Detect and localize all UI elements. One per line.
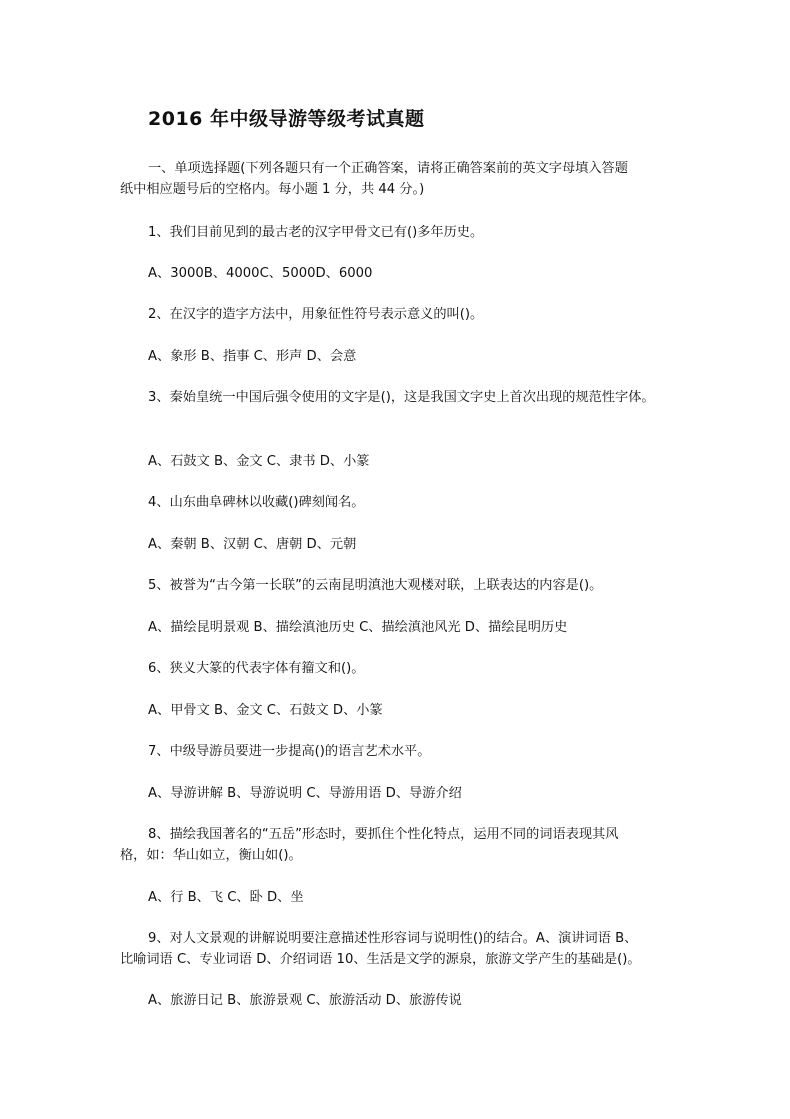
question-7: 7、中级导游员要进一步提高()的语言艺术水平。 (148, 744, 431, 759)
question-4-options: A、秦朝 B、汉朝 C、唐朝 D、元朝 (148, 537, 357, 552)
question-2-options: A、象形 B、指事 C、形声 D、会意 (148, 349, 357, 364)
question-8-line-1: 8、描绘我国著名的“五岳”形态时，要抓住个性化特点，运用不同的词语表现其风 (148, 827, 619, 842)
question-1-options: A、3000B、4000C、5000D、6000 (148, 266, 373, 281)
question-9-line-2: 比喻词语 C、专业词语 D、介绍词语 10、生活是文学的源泉，旅游文学产生的基础是()。 (120, 952, 641, 967)
question-5-options: A、描绘昆明景观 B、描绘滇池历史 C、描绘滇池风光 D、描绘昆明历史 (148, 620, 568, 635)
question-9-line-1: 9、对人文景观的讲解说明要注意描述性形容词与说明性()的结合。A、演讲词语 B、 (148, 931, 638, 946)
document-title: 2016 年中级导游等级考试真题 (148, 108, 425, 130)
question-5: 5、被誉为“古今第一长联”的云南昆明滇池大观楼对联，上联表达的内容是()。 (148, 578, 603, 593)
question-6-options: A、甲骨文 B、金文 C、石鼓文 D、小篆 (148, 703, 383, 718)
question-7-options: A、导游讲解 B、导游说明 C、导游用语 D、导游介绍 (148, 786, 462, 801)
question-2: 2、在汉字的造字方法中，用象征性符号表示意义的叫()。 (148, 307, 484, 322)
section-intro-line-2: 纸中相应题号后的空格内。每小题 1 分，共 44 分。) (120, 182, 425, 197)
question-4: 4、山东曲阜碑林以收藏()碑刻闻名。 (148, 495, 365, 510)
question-8-options: A、行 B、飞 C、卧 D、坐 (148, 890, 304, 905)
question-10-options: A、旅游日记 B、旅游景观 C、旅游活动 D、旅游传说 (148, 993, 462, 1008)
question-1: 1、我们目前见到的最古老的汉字甲骨文已有()多年历史。 (148, 225, 484, 240)
question-3-options: A、石鼓文 B、金文 C、隶书 D、小篆 (148, 454, 370, 469)
question-3: 3、秦始皇统一中国后强令使用的文字是()，这是我国文字史上首次出现的规范性字体。 (148, 390, 655, 405)
question-8-line-2: 格，如：华山如立，衡山如()。 (120, 848, 302, 863)
section-intro-line-1: 一、单项选择题(下列各题只有一个正确答案，请将正确答案前的英文字母填入答题 (148, 161, 628, 176)
question-6: 6、狭义大篆的代表字体有籀文和()。 (148, 661, 365, 676)
